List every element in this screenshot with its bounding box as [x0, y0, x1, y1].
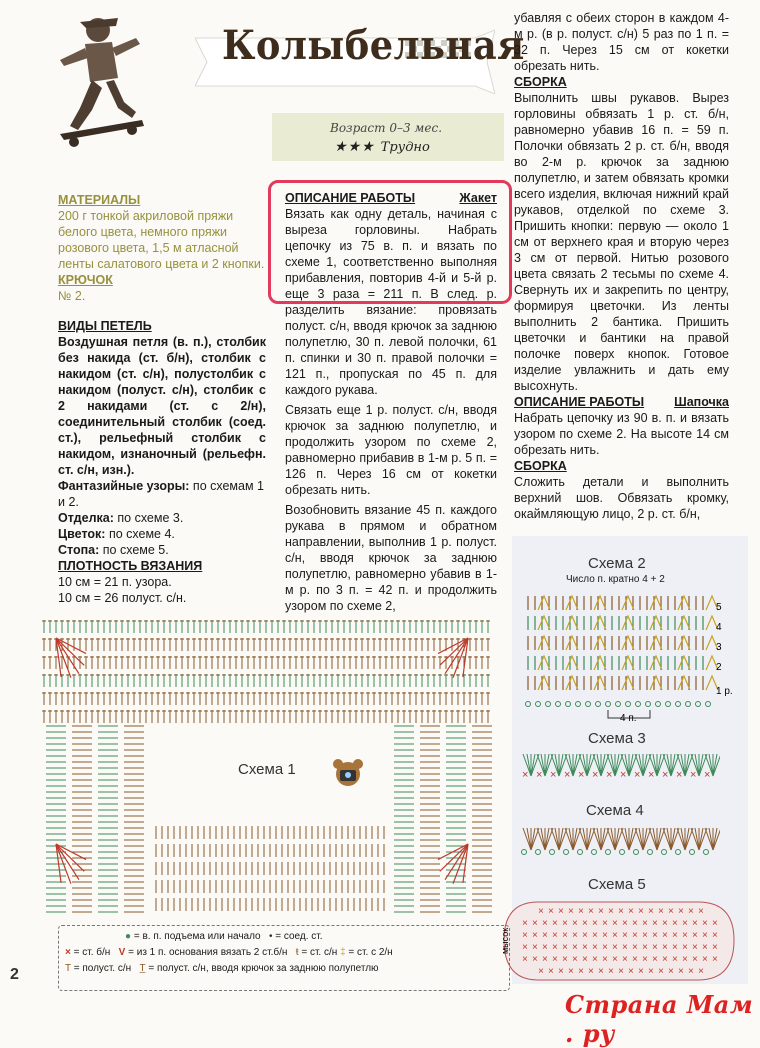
assembly2-heading: СБОРКА: [514, 459, 567, 473]
svg-text:×: ×: [652, 918, 658, 929]
legend-row-1: ● = в. п. подъема или начало • = соед. ст.: [125, 931, 323, 942]
materials-heading: МАТЕРИАЛЫ: [58, 193, 141, 207]
scheme-3-diagram: [520, 748, 720, 784]
svg-text:×: ×: [612, 942, 618, 953]
svg-text:×: ×: [628, 906, 634, 917]
svg-text:×: ×: [642, 918, 648, 929]
svg-text:×: ×: [538, 966, 544, 977]
scheme-5-diagram: [498, 894, 738, 986]
svg-text:×: ×: [558, 966, 564, 977]
scheme-2-diagram: [520, 590, 742, 726]
hat-heading: ОПИСАНИЕ РАБОТЫ Шапочка: [514, 395, 729, 409]
fancy-patterns: Фантазийные узоры: по схемам 1 и 2.: [58, 479, 264, 509]
svg-text:×: ×: [562, 954, 568, 965]
svg-text:×: ×: [522, 942, 528, 953]
description-heading: ОПИСАНИЕ РАБОТЫ Жакет: [285, 191, 497, 205]
svg-text:×: ×: [652, 930, 658, 941]
stitches-heading: ВИДЫ ПЕТЕЛЬ: [58, 319, 152, 333]
assembly-text: Выполнить швы рукавов. Вырез горловины обвязать 1 р. ст. б/н, равномерно убавив 16 п. = 59 п. Полочки обвязать 2 р. ст. б/н, вводя во 2-м р. крючок за заднюю полупетлю, и затем обвязать кромки всего изделия, включая нижний край рукавов, отделкой по схеме 3. Пришить кнопки: первую — около 1 см от верхнего края и вторую через 3 см от первой. Нитью розового цвета связать 2 тесьмы по схеме 4. Свернуть их и закрепить по центру, формируя цветочки. Из ленты выполнить 2 бантика. Пришить цветочки и бантики на правой полочке поверх кнопок. Готовое изделие увлажнить и дать ему высохнуть.: [514, 91, 729, 393]
svg-text:×: ×: [572, 942, 578, 953]
svg-text:×: ×: [552, 930, 558, 941]
svg-text:×: ×: [698, 906, 704, 917]
svg-text:×: ×: [548, 906, 554, 917]
legend-row-2: × = ст. б/н V = из 1 п. основания вязать 2 ст.б/н ŧ = ст. с/н ‡ = ст. с 2/н: [65, 947, 393, 958]
svg-text:×: ×: [592, 954, 598, 965]
svg-text:×: ×: [672, 918, 678, 929]
svg-text:×: ×: [698, 966, 704, 977]
legend-row-3: T = полуст. с/н T̲ = полуст. с/н, вводя крючок за заднюю полупетлю: [65, 963, 379, 974]
foot-pattern: Стопа: по схеме 5.: [58, 543, 169, 557]
svg-text:×: ×: [620, 769, 627, 781]
svg-text:×: ×: [658, 906, 664, 917]
svg-text:×: ×: [572, 930, 578, 941]
svg-text:×: ×: [702, 954, 708, 965]
svg-text:×: ×: [658, 966, 664, 977]
svg-text:2: 2: [716, 662, 722, 673]
svg-text:×: ×: [578, 906, 584, 917]
hook-size: № 2.: [58, 289, 86, 303]
hook-heading: КРЮЧОК: [58, 273, 113, 287]
svg-text:×: ×: [608, 966, 614, 977]
svg-text:×: ×: [642, 954, 648, 965]
svg-text:×: ×: [572, 954, 578, 965]
materials-text: 200 г тонкой акриловой пряжи белого цвета, немного пряжи розового цвета, 1,5 м атласной ленты салатового цвета и 2 кнопки.: [58, 209, 265, 271]
svg-text:×: ×: [662, 942, 668, 953]
svg-text:×: ×: [542, 942, 548, 953]
svg-text:×: ×: [702, 918, 708, 929]
svg-text:×: ×: [532, 942, 538, 953]
svg-text:×: ×: [568, 906, 574, 917]
scheme-2-note: Число п. кратно 4 + 2: [566, 574, 665, 585]
svg-text:×: ×: [632, 918, 638, 929]
svg-text:×: ×: [672, 942, 678, 953]
skater-illustration: [40, 8, 150, 158]
svg-text:×: ×: [672, 954, 678, 965]
svg-text:×: ×: [662, 954, 668, 965]
svg-text:4 п.: 4 п.: [620, 713, 637, 724]
description-paragraph-1: Вязать как одну деталь, начиная с выреза горловины. Набрать цепочку из 75 в. п. и вязать по схеме 1, соответственно выполняя прибавления, повторив 4-й и 5-й р. еще 3 раза = 211 п. В след. р. разделить вязание: провязать полуст. с/н, вводя крючок за заднюю полупетлю, 30 п. левой полочки, 61 п. спинки и 30 п. правой полочки = 121 п., пропуская по 45 п. для каждого рукава.: [285, 207, 497, 397]
svg-text:×: ×: [688, 906, 694, 917]
svg-text:×: ×: [582, 930, 588, 941]
svg-text:×: ×: [692, 954, 698, 965]
svg-text:×: ×: [552, 942, 558, 953]
svg-text:×: ×: [638, 966, 644, 977]
svg-text:×: ×: [690, 769, 697, 781]
scheme-1-title: Схема 1: [238, 761, 296, 778]
svg-text:×: ×: [602, 918, 608, 929]
svg-text:×: ×: [704, 769, 711, 781]
svg-text:×: ×: [682, 930, 688, 941]
svg-text:×: ×: [612, 954, 618, 965]
svg-text:мысок: мысок: [500, 927, 510, 954]
svg-text:×: ×: [548, 966, 554, 977]
svg-text:×: ×: [522, 769, 529, 781]
assembly2-text: Сложить детали и выполнить верхний шов. Обвязать кромку, окаймляющую лицо, 2 р. ст. б/н,: [514, 475, 729, 521]
page-title: Колыбельная: [222, 22, 525, 69]
svg-text:×: ×: [688, 966, 694, 977]
svg-text:×: ×: [536, 769, 543, 781]
svg-text:×: ×: [532, 954, 538, 965]
svg-text:×: ×: [662, 930, 668, 941]
svg-text:×: ×: [632, 930, 638, 941]
svg-text:×: ×: [564, 769, 571, 781]
svg-text:×: ×: [522, 918, 528, 929]
svg-text:×: ×: [668, 906, 674, 917]
svg-text:×: ×: [542, 930, 548, 941]
difficulty-label: [334, 139, 430, 155]
svg-text:×: ×: [692, 930, 698, 941]
watermark: Страна Мам . ру: [565, 990, 754, 1048]
svg-text:×: ×: [558, 906, 564, 917]
svg-text:×: ×: [522, 930, 528, 941]
svg-text:×: ×: [712, 930, 718, 941]
svg-text:×: ×: [678, 966, 684, 977]
svg-text:×: ×: [648, 769, 655, 781]
svg-text:×: ×: [606, 769, 613, 781]
svg-text:×: ×: [542, 954, 548, 965]
svg-text:×: ×: [652, 942, 658, 953]
svg-text:×: ×: [692, 918, 698, 929]
difficulty-text: Трудно: [380, 140, 430, 155]
svg-text:×: ×: [648, 966, 654, 977]
svg-text:×: ×: [582, 954, 588, 965]
svg-text:×: ×: [676, 769, 683, 781]
svg-text:×: ×: [632, 942, 638, 953]
svg-text:×: ×: [702, 942, 708, 953]
description-paragraph-3: Возобновить вязание 45 п. каждого рукава в прямом и обратном направлении, выполнив 1 р. полуст. с/н, вводя крючок за заднюю полупетлю, равномерно убавив в 1-м р. по 3 п. = 42 п. и продолжить узором по схеме 2,: [285, 503, 497, 613]
svg-text:×: ×: [550, 769, 557, 781]
age-label: Возраст 0–3 мес.: [330, 121, 443, 135]
materials-column: [58, 192, 266, 606]
svg-text:×: ×: [622, 942, 628, 953]
svg-text:×: ×: [552, 954, 558, 965]
svg-text:×: ×: [618, 906, 624, 917]
difficulty-stars: ★★★: [334, 139, 375, 155]
svg-text:×: ×: [672, 930, 678, 941]
density-line-2: 10 см = 26 полуст. с/н.: [58, 591, 187, 605]
scheme-3-title: Схема 3: [588, 730, 646, 747]
svg-text:×: ×: [662, 769, 669, 781]
svg-text:×: ×: [542, 918, 548, 929]
svg-text:×: ×: [532, 918, 538, 929]
svg-text:×: ×: [588, 966, 594, 977]
svg-text:×: ×: [678, 906, 684, 917]
svg-text:×: ×: [642, 930, 648, 941]
svg-text:×: ×: [578, 966, 584, 977]
svg-text:×: ×: [602, 930, 608, 941]
svg-text:×: ×: [634, 769, 641, 781]
hat-text: Набрать цепочку из 90 в. п. и вязать узором по схеме 2. На высоте 14 см обрезать нить.: [514, 411, 729, 457]
svg-text:×: ×: [628, 966, 634, 977]
svg-text:×: ×: [522, 954, 528, 965]
svg-text:×: ×: [648, 906, 654, 917]
scheme-1-diagram: [38, 614, 500, 920]
svg-text:×: ×: [598, 966, 604, 977]
svg-text:×: ×: [682, 918, 688, 929]
svg-text:×: ×: [592, 942, 598, 953]
svg-text:×: ×: [588, 906, 594, 917]
svg-text:5: 5: [716, 602, 722, 613]
highlight-box: [268, 180, 512, 304]
svg-text:×: ×: [552, 918, 558, 929]
assembly-column: [514, 10, 729, 522]
svg-text:×: ×: [612, 918, 618, 929]
svg-text:×: ×: [568, 966, 574, 977]
svg-text:×: ×: [682, 954, 688, 965]
svg-text:×: ×: [562, 942, 568, 953]
svg-text:×: ×: [622, 930, 628, 941]
svg-text:×: ×: [712, 954, 718, 965]
scheme-4-title: Схема 4: [586, 802, 644, 819]
svg-text:×: ×: [582, 942, 588, 953]
svg-text:×: ×: [638, 906, 644, 917]
svg-text:×: ×: [642, 942, 648, 953]
legend: [58, 925, 510, 991]
svg-text:4: 4: [716, 622, 722, 633]
svg-text:×: ×: [598, 906, 604, 917]
scheme-2-title: Схема 2: [588, 555, 646, 572]
svg-text:×: ×: [632, 954, 638, 965]
svg-text:×: ×: [582, 918, 588, 929]
svg-text:×: ×: [592, 769, 599, 781]
svg-text:3: 3: [716, 642, 722, 653]
svg-text:×: ×: [562, 918, 568, 929]
svg-text:1 р.: 1 р.: [716, 686, 733, 697]
page-number: 2: [10, 966, 19, 983]
svg-text:×: ×: [712, 942, 718, 953]
svg-text:×: ×: [712, 918, 718, 929]
svg-text:×: ×: [622, 918, 628, 929]
svg-text:×: ×: [532, 930, 538, 941]
svg-text:×: ×: [612, 930, 618, 941]
scheme-5-title: Схема 5: [588, 876, 646, 893]
density-heading: ПЛОТНОСТЬ ВЯЗАНИЯ: [58, 559, 203, 573]
svg-text:×: ×: [622, 954, 628, 965]
svg-text:×: ×: [692, 942, 698, 953]
svg-text:×: ×: [592, 918, 598, 929]
finish-pattern: Отделка: по схеме 3.: [58, 511, 184, 525]
stitches-text: Воздушная петля (в. п.), столбик без накида (ст. б/н), столбик с накидом (ст. с/н), полустолбик с накидом (полуст. с/н), столбик с 2 накидами (ст. с 2/н), соединительный столбик (соед. ст.), рельефный столбик с накидом, изнаночный (рельефн. ст. с/н, изн.).: [58, 335, 266, 477]
description-paragraph-2: Связать еще 1 р. полуст. с/н, вводя крючок за заднюю полупетлю, и продолжить узором по схеме 2, равномерно прибавив в 1-м р. 5 п. = 126 п. Через 16 см от кокетки обрезать нить.: [285, 403, 497, 497]
svg-text:×: ×: [572, 918, 578, 929]
svg-text:×: ×: [662, 918, 668, 929]
svg-text:×: ×: [538, 906, 544, 917]
scheme-4-diagram: [520, 822, 720, 858]
svg-text:×: ×: [652, 954, 658, 965]
svg-text:×: ×: [602, 942, 608, 953]
svg-text:×: ×: [702, 930, 708, 941]
svg-text:×: ×: [608, 906, 614, 917]
svg-text:×: ×: [592, 930, 598, 941]
svg-text:×: ×: [682, 942, 688, 953]
svg-text:×: ×: [618, 966, 624, 977]
col3-paragraph-1: убавляя с обеих сторон в каждом 4-м р. (в р. полуст. с/н) 5 раз по 1 п. = 32 п. Через 15 см от кокетки обрезать нить.: [514, 11, 729, 73]
svg-text:×: ×: [562, 930, 568, 941]
svg-text:×: ×: [602, 954, 608, 965]
flower-pattern: Цветок: по схеме 4.: [58, 527, 175, 541]
svg-text:×: ×: [668, 966, 674, 977]
density-line-1: 10 см = 21 п. узора.: [58, 575, 172, 589]
assembly-heading: СБОРКА: [514, 75, 567, 89]
svg-text:×: ×: [578, 769, 585, 781]
